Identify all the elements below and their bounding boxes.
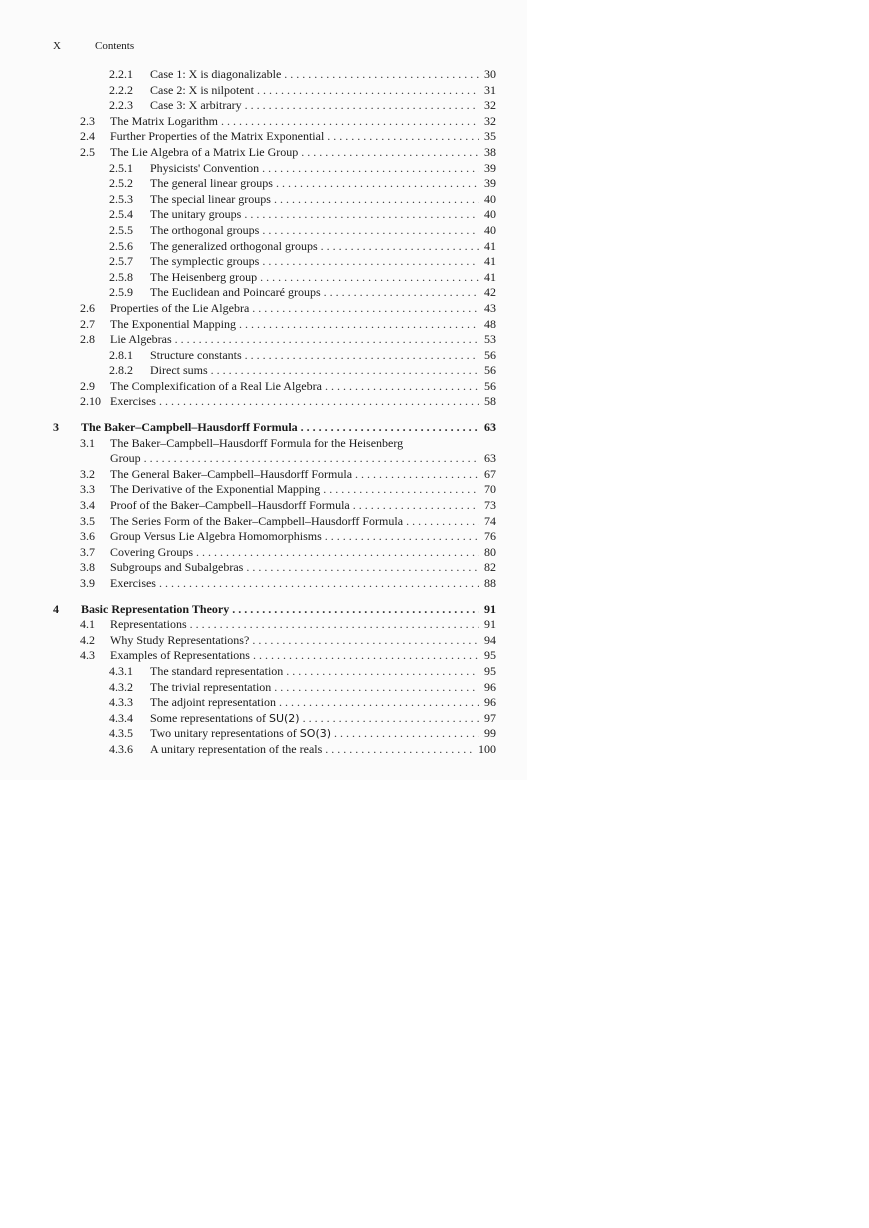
toc-entry-number: 2.5.2 [109, 176, 133, 191]
toc-section-entry[interactable] [53, 301, 496, 317]
toc-entry-title: The Heisenberg group [150, 269, 258, 284]
toc-entry-number: 3.6 [80, 529, 95, 544]
dot-leader [323, 482, 479, 498]
toc-entry-page: 80 [484, 544, 496, 559]
document-page [0, 0, 527, 780]
dot-leader [325, 742, 475, 758]
dot-leader [190, 617, 479, 633]
toc-entry-title: Further Properties of the Matrix Exponential [110, 129, 325, 144]
toc-entry-title: Examples of Representations [110, 648, 250, 663]
dot-leader [246, 560, 479, 576]
toc-subsection-entry[interactable] [53, 207, 496, 223]
toc-entry-number: 4.3.4 [109, 710, 133, 725]
toc-entry-number: 2.5.7 [109, 254, 133, 269]
toc-entry-number: 2.10 [80, 394, 101, 409]
toc-entry-title: Exercises [110, 576, 156, 590]
toc-entry-page: 94 [484, 632, 496, 647]
toc-subsection-entry[interactable] [53, 726, 496, 742]
toc-entry-number: 3.8 [80, 560, 95, 575]
toc-entry-number: 2.5 [80, 144, 95, 159]
toc-entry-title: Basic Representation Theory [81, 601, 230, 616]
dot-leader [232, 602, 479, 618]
toc-entry-number: 2.8 [80, 332, 95, 347]
toc-entry-page: 82 [484, 560, 496, 575]
dot-leader [353, 498, 479, 514]
toc-entry-page: 96 [484, 679, 496, 694]
dot-leader [144, 451, 479, 467]
dot-leader [321, 239, 479, 255]
toc-entry-number: 2.6 [80, 300, 95, 315]
toc-entry-number: 2.5.5 [109, 222, 133, 237]
toc-entry-page: 40 [484, 191, 496, 206]
dot-leader [245, 348, 479, 364]
dot-leader [260, 270, 479, 286]
toc-subsection-entry[interactable] [53, 695, 496, 711]
toc-entry-page: 88 [484, 576, 496, 590]
toc-entry-page: 96 [484, 695, 496, 710]
dot-leader [334, 726, 479, 742]
dot-leader [274, 192, 479, 208]
toc-entry-number: 3 [53, 420, 59, 435]
toc-entry-title: Lie Algebras [110, 332, 172, 347]
toc-section-entry[interactable] [53, 467, 496, 483]
toc-subsection-entry[interactable] [53, 239, 496, 255]
toc-entry-continuation[interactable] [53, 451, 496, 467]
toc-entry-page: 43 [484, 300, 496, 315]
toc-section-entry[interactable] [53, 498, 496, 514]
toc-section-entry[interactable] [53, 482, 496, 498]
toc-entry-number: 2.5.4 [109, 207, 133, 222]
toc-entry-title: The general linear groups [150, 176, 273, 191]
toc-entry-page: 74 [484, 513, 496, 528]
toc-entry-title: Group Versus Lie Algebra Homomorphisms [110, 529, 322, 544]
toc-entry-page: 97 [484, 710, 496, 725]
toc-entry-page: 63 [484, 420, 496, 435]
page-number: X [53, 40, 61, 52]
toc-entry-number: 4.3 [80, 648, 95, 663]
toc-entry-title: A unitary representation of the reals [150, 741, 323, 756]
toc-entry-page: 42 [484, 285, 496, 300]
toc-subsection-entry[interactable] [53, 176, 496, 192]
toc-section-entry[interactable] [53, 648, 496, 664]
toc-entry-number: 4.3.3 [109, 695, 133, 710]
toc-entry-page: 32 [484, 113, 496, 128]
toc-entry-title: The Lie Algebra of a Matrix Lie Group [110, 144, 299, 159]
toc-entry-page: 41 [484, 269, 496, 284]
toc-entry-title: The orthogonal groups [150, 222, 260, 237]
toc-entry-title-continued: Group [110, 451, 141, 466]
dot-leader [221, 114, 479, 130]
toc-entry-title: The generalized orthogonal groups [150, 238, 318, 253]
dot-leader [325, 379, 479, 395]
dot-leader [303, 711, 479, 727]
toc-section-entry[interactable] [53, 394, 496, 410]
toc-section-entry[interactable] [53, 317, 496, 333]
toc-chapter-entry[interactable] [53, 420, 496, 436]
dot-leader [252, 301, 479, 317]
toc-entry-title: The Baker–Campbell–Hausdorff Formula for the Heisenberg [110, 435, 404, 450]
dot-leader [159, 576, 479, 592]
dot-leader [211, 363, 479, 379]
toc-entry-title: Covering Groups [110, 544, 193, 559]
toc-entry-title: Some representations of SU(2) [150, 710, 300, 725]
toc-entry-page: 95 [484, 663, 496, 678]
toc-entry-number: 3.3 [80, 482, 95, 497]
toc-subsection-entry[interactable] [53, 680, 496, 696]
toc-entry-number: 2.2.1 [109, 67, 133, 81]
toc-subsection-entry[interactable] [53, 348, 496, 364]
toc-entry-title: The special linear groups [150, 191, 271, 206]
toc-entry-page: 76 [484, 529, 496, 544]
dot-leader [301, 420, 479, 436]
dot-leader [159, 394, 479, 410]
toc-section-entry[interactable] [53, 145, 496, 161]
dot-leader [324, 285, 479, 301]
toc-entry-page: 40 [484, 207, 496, 222]
toc-section-entry[interactable] [53, 129, 496, 145]
toc-entry-number: 2.2.2 [109, 82, 133, 97]
toc-entry-page: 41 [484, 238, 496, 253]
toc-entry-title: Case 3: X arbitrary [150, 98, 242, 113]
toc-entry-number: 4.3.1 [109, 663, 133, 678]
toc-entry-number: 3.2 [80, 466, 95, 481]
dot-leader [355, 467, 479, 483]
toc-section-entry[interactable] [53, 576, 496, 592]
toc-section-entry[interactable] [53, 379, 496, 395]
toc-entry-title: Proof of the Baker–Campbell–Hausdorff Formula [110, 498, 350, 513]
toc-entry-number: 3.9 [80, 576, 95, 590]
toc-entry-title: Subgroups and Subalgebras [110, 560, 244, 575]
toc-subsection-entry[interactable] [53, 363, 496, 379]
toc-entry-number: 2.7 [80, 316, 95, 331]
toc-entry-number: 2.5.1 [109, 160, 133, 175]
running-head [53, 40, 134, 52]
toc-entry-page: 39 [484, 160, 496, 175]
dot-leader [301, 145, 479, 161]
toc-subsection-entry[interactable] [53, 254, 496, 270]
toc-entry-title: The symplectic groups [150, 254, 260, 269]
toc-entry-page: 91 [484, 601, 496, 616]
toc-subsection-entry[interactable] [53, 270, 496, 286]
toc-chapter-entry[interactable] [53, 602, 496, 618]
dot-leader [175, 332, 479, 348]
toc-subsection-entry[interactable] [53, 192, 496, 208]
dot-leader [244, 207, 479, 223]
toc-entry-number: 4.3.2 [109, 679, 133, 694]
toc-section-entry[interactable] [53, 332, 496, 348]
dot-leader [274, 680, 479, 696]
toc-entry-title: The Series Form of the Baker–Campbell–Hausdorff Formula [110, 513, 404, 528]
toc-entry-page: 56 [484, 363, 496, 378]
toc-entry-page: 95 [484, 648, 496, 663]
toc-entry-page: 70 [484, 482, 496, 497]
toc-section-entry[interactable] [53, 114, 496, 130]
toc-entry-title: The trivial representation [150, 679, 272, 694]
toc-entry-page: 56 [484, 347, 496, 362]
toc-entry-number: 2.5.9 [109, 285, 133, 300]
dot-leader [262, 254, 479, 270]
toc-entry-title: Case 2: X is nilpotent [150, 82, 254, 97]
toc-entry-page: 32 [484, 98, 496, 113]
toc-entry-title: Structure constants [150, 347, 242, 362]
dot-leader [262, 161, 479, 177]
toc-entry-title: The Derivative of the Exponential Mapping [110, 482, 321, 497]
toc-section-entry[interactable] [53, 514, 496, 530]
dot-leader [253, 648, 479, 664]
toc-subsection-entry[interactable] [53, 161, 496, 177]
toc-entry-title: Exercises [110, 394, 156, 409]
dot-leader [262, 223, 479, 239]
toc-section-entry[interactable] [53, 617, 496, 633]
dot-leader [257, 83, 479, 99]
toc-entry-title: The Baker–Campbell–Hausdorff Formula [81, 420, 298, 435]
toc-entry-title: The Exponential Mapping [110, 316, 236, 331]
toc-section-entry[interactable] [53, 529, 496, 545]
toc-entry-page: 56 [484, 378, 496, 393]
toc-entry-title: The standard representation [150, 663, 284, 678]
dot-leader [276, 176, 479, 192]
toc-entry-title: Direct sums [150, 363, 208, 378]
toc-entry-number: 3.7 [80, 544, 95, 559]
toc-section-entry[interactable] [53, 633, 496, 649]
toc-entry-page: 73 [484, 498, 496, 513]
toc-section-entry[interactable] [53, 560, 496, 576]
toc-entry-page: 48 [484, 316, 496, 331]
toc-entry-title: Case 1: X is diagonalizable [150, 67, 282, 81]
dot-leader [196, 545, 479, 561]
toc-entry-title: Physicists' Convention [150, 160, 260, 175]
toc-entry-number: 2.8.1 [109, 347, 133, 362]
toc-entry-page: 53 [484, 332, 496, 347]
toc-entry-number: 4.3.5 [109, 726, 133, 741]
toc-entry-page: 30 [484, 67, 496, 81]
toc-entry-page: 38 [484, 144, 496, 159]
toc-entry-number: 2.3 [80, 113, 95, 128]
dot-leader [325, 529, 479, 545]
dot-leader [286, 664, 479, 680]
toc-section-entry[interactable] [53, 545, 496, 561]
toc-subsection-entry[interactable] [53, 711, 496, 727]
toc-entry-title: Why Study Representations? [110, 632, 250, 647]
running-title: Contents [95, 40, 135, 52]
toc-entry-title: The Matrix Logarithm [110, 113, 218, 128]
toc-subsection-entry[interactable] [53, 98, 496, 114]
toc-entry-page: 100 [478, 741, 496, 756]
toc-entry-page: 91 [484, 617, 496, 632]
toc-entry-title: The adjoint representation [150, 695, 276, 710]
toc-entry-page: 40 [484, 222, 496, 237]
toc-entry-number: 2.8.2 [109, 363, 133, 378]
toc-entry-number: 3.1 [80, 435, 95, 450]
toc-section-entry[interactable] [53, 436, 496, 452]
toc-entry-page: 99 [484, 726, 496, 741]
toc-entry-number: 3.4 [80, 498, 95, 513]
dot-leader [245, 98, 479, 114]
toc-entry-number: 3.5 [80, 513, 95, 528]
toc-subsection-entry[interactable] [53, 664, 496, 680]
toc-entry-title: The Euclidean and Poincaré groups [150, 285, 321, 300]
toc-entry-number: 2.5.3 [109, 191, 133, 206]
toc-entry-number: 4 [53, 601, 59, 616]
toc-entry-title: The General Baker–Campbell–Hausdorff Formula [110, 466, 353, 481]
table-of-contents [53, 67, 496, 758]
toc-subsection-entry[interactable] [53, 83, 496, 99]
toc-entry-number: 4.1 [80, 617, 95, 632]
toc-entry-page: 67 [484, 466, 496, 481]
dot-leader [327, 129, 479, 145]
dot-leader [252, 633, 479, 649]
toc-entry-number: 2.5.6 [109, 238, 133, 253]
toc-subsection-entry[interactable] [53, 223, 496, 239]
toc-entry-number: 4.2 [80, 632, 95, 647]
dot-leader [284, 67, 479, 83]
toc-subsection-entry[interactable] [53, 742, 496, 758]
toc-entry-number: 4.3.6 [109, 741, 133, 756]
toc-entry-number: 2.2.3 [109, 98, 133, 113]
toc-entry-title: The unitary groups [150, 207, 242, 222]
toc-entry-page: 39 [484, 176, 496, 191]
toc-entry-title: Properties of the Lie Algebra [110, 300, 250, 315]
dot-leader [239, 317, 479, 333]
toc-subsection-entry[interactable] [53, 67, 496, 83]
toc-entry-page: 41 [484, 254, 496, 269]
dot-leader [406, 514, 479, 530]
toc-entry-page: 58 [484, 394, 496, 409]
toc-entry-title: Representations [110, 617, 187, 632]
toc-entry-page: 63 [484, 451, 496, 466]
toc-entry-page: 31 [484, 82, 496, 97]
dot-leader [279, 695, 479, 711]
toc-entry-title: Two unitary representations of SO(3) [150, 726, 332, 741]
toc-entry-number: 2.5.8 [109, 269, 133, 284]
toc-entry-page: 35 [484, 129, 496, 144]
toc-entry-number: 2.9 [80, 378, 95, 393]
toc-entry-title: The Complexification of a Real Lie Algebra [110, 378, 322, 393]
toc-subsection-entry[interactable] [53, 285, 496, 301]
toc-entry-number: 2.4 [80, 129, 95, 144]
